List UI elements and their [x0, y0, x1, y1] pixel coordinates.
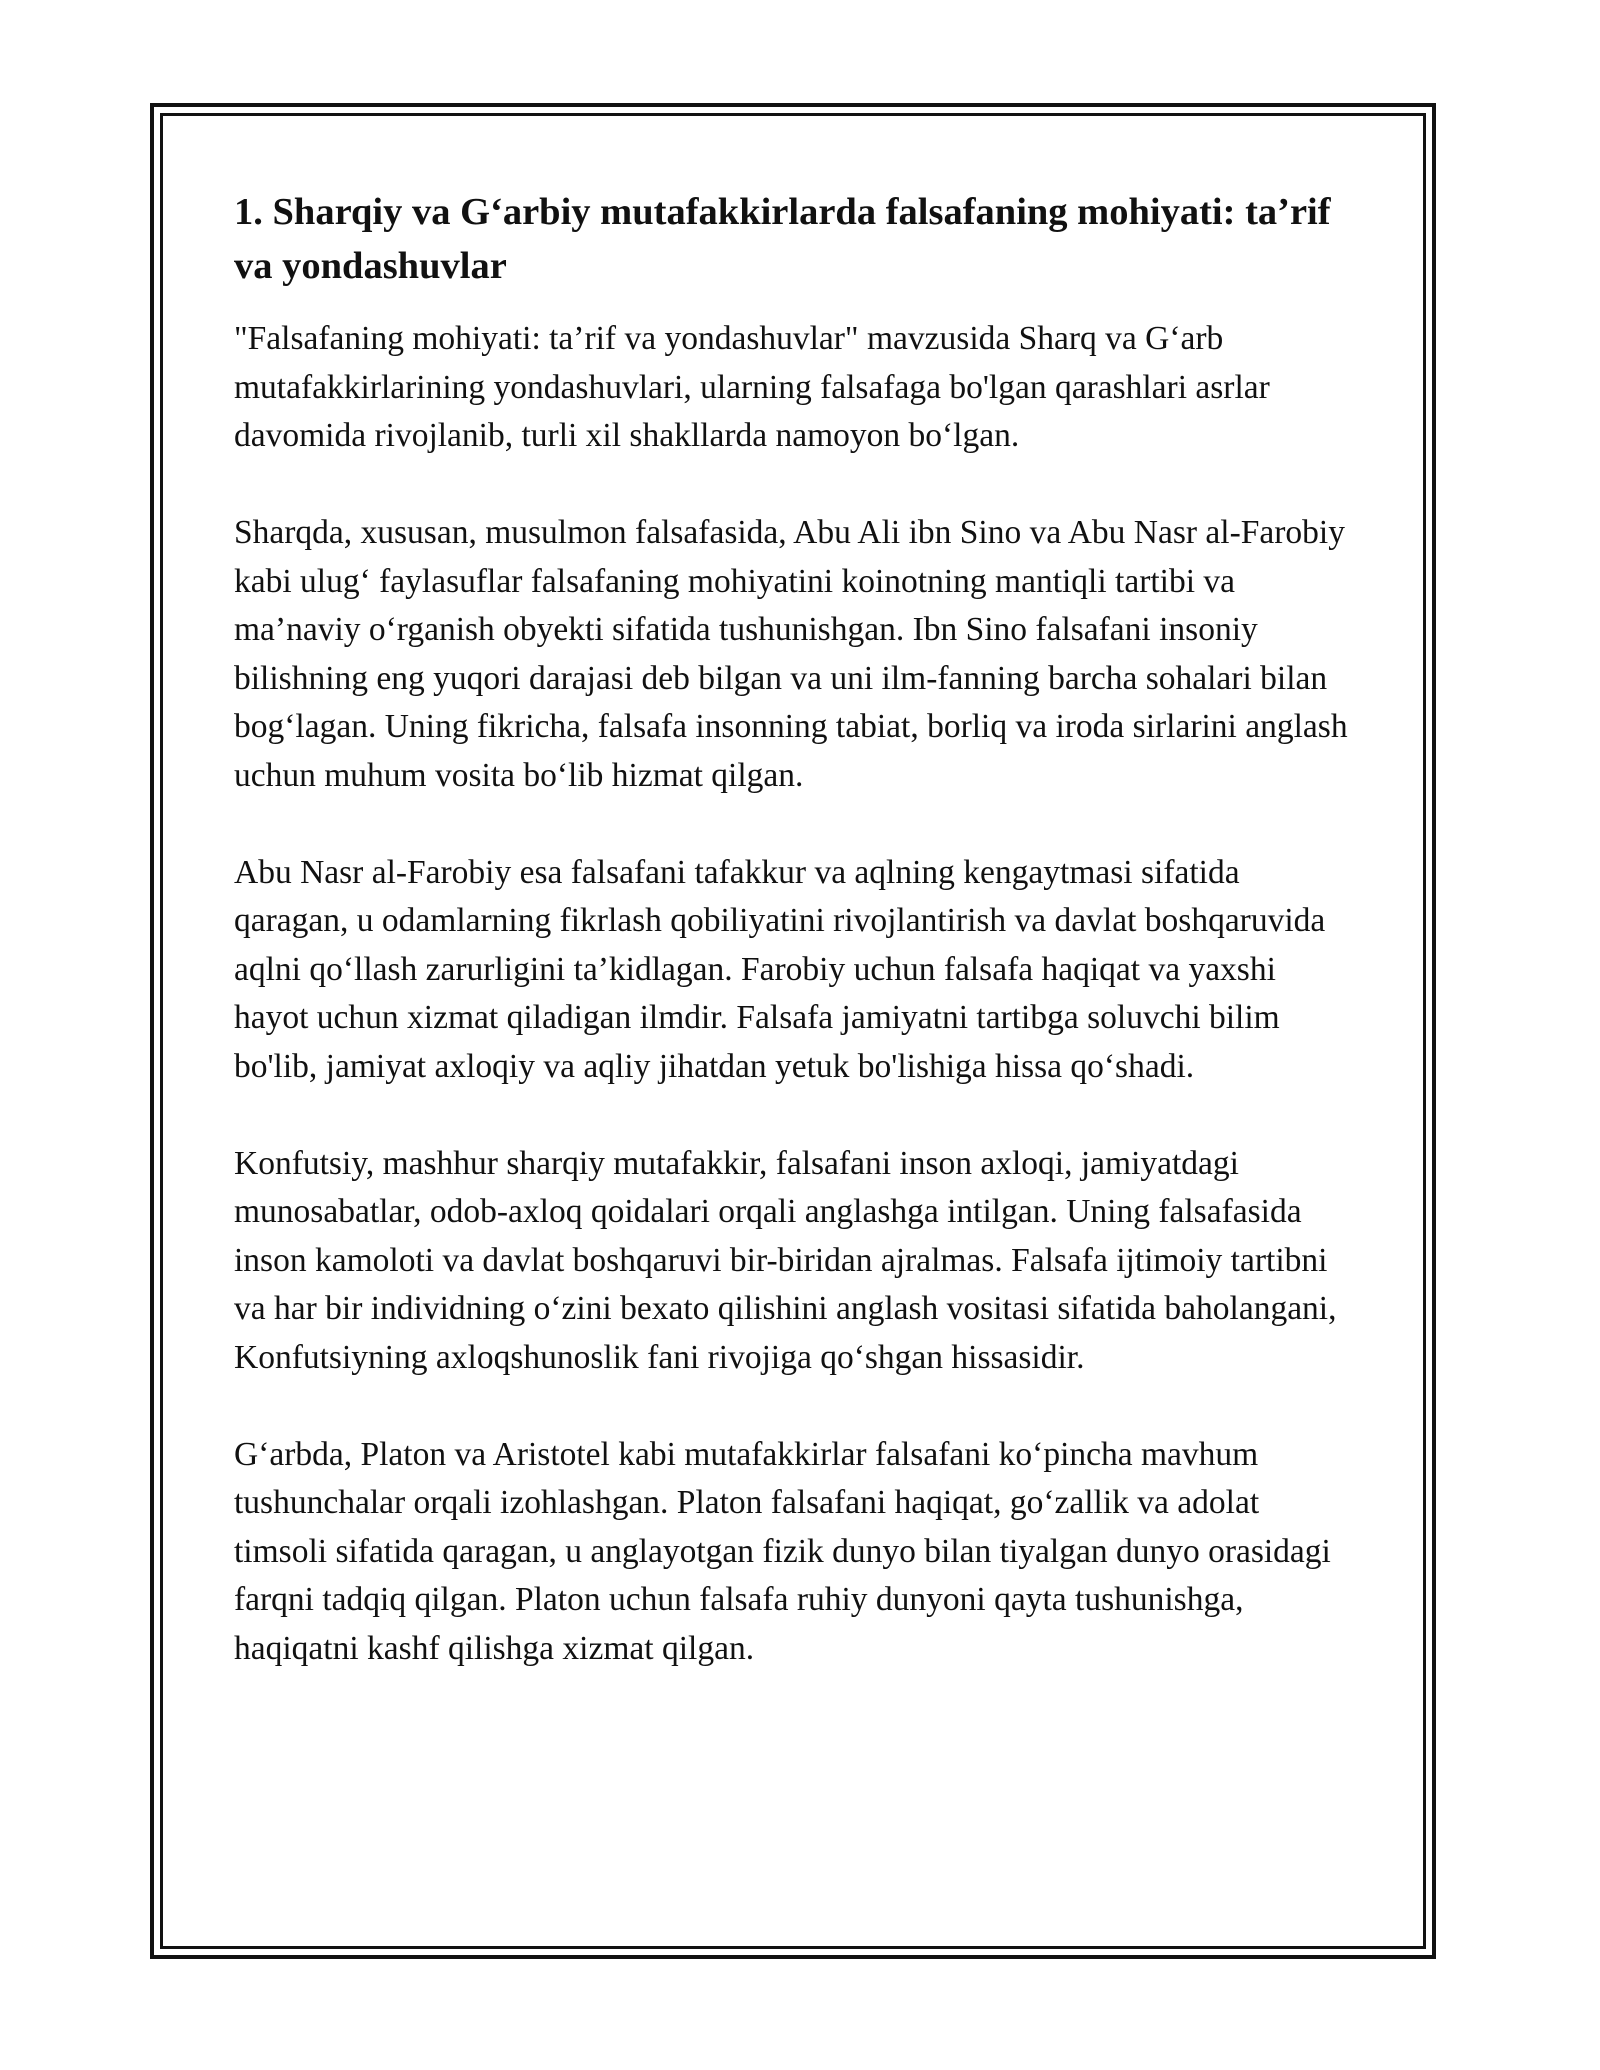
paragraph-ibn-sino: Sharqda, xususan, musulmon falsafasida, Abu Ali ibn Sino va Abu Nasr al-Farobiy kabi ulug‘ faylasuflar falsafaning mohiyatini koinotning mantiqli tartibi va ma’naviy o‘rganish obyekti sifatida tushunishgan. Ibn Sino falsafani insoniy bilishning eng yuqori darajasi deb bilgan va uni ilm-fanning barcha sohalari bilan bog‘lagan. Uning fikricha, falsafa insonning tabiat, borliq va iroda sirlarini anglash uchun muhum vosita bo‘lib hizmat qilgan.: [234, 514, 1348, 794]
paragraph-platon: G‘arbda, Platon va Aristotel kabi mutafakkirlar falsafani ko‘pincha mavhum tushunchalar orqali izohlashgan. Platon falsafani haqiqat, go‘zallik va adolat timsoli sifatida qaragan, u anglayotgan fizik dunyo bilan tiyalgan dunyo orasidagi farqni tadqiq qilgan. Platon uchun falsafa ruhiy dunyoni qayta tushunishga, haqiqatni kashf qilishga xizmat qilgan.: [234, 1435, 1331, 1667]
section-heading: 1. Sharqiy va G‘arbiy mutafakkirlarda falsafaning mohiyati: ta’rif va yondashuvlar: [234, 191, 1331, 287]
paragraph-intro: "Falsafaning mohiyati: ta’rif va yondashuvlar" mavzusida Sharq va G‘arb mutafakkirlarining yondashuvlari, ularning falsafaga bo'lgan qarashlari asrlar davomida rivojlanib, turli xil shakllarda namoyon bo‘lgan.: [234, 320, 1270, 454]
paragraph-farobiy: Abu Nasr al-Farobiy esa falsafani tafakkur va aqlning kengaytmasi sifatida qaragan, u odamlarning fikrlash qobiliyatini rivojlantirish va davlat boshqaruvida aqlni qo‘llash zarurligini ta’kidlagan. Farobiy uchun falsafa haqiqat va yaxshi hayot uchun xizmat qiladigan ilmdir. Falsafa jamiyatni tartibga soluvchi bilim bo'lib, jamiyat axloqiy va aqliy jihatdan yetuk bo'lishiga hissa qo‘shadi.: [234, 853, 1326, 1085]
document-content: [234, 185, 1354, 1722]
paragraph-konfutsiy: Konfutsiy, mashhur sharqiy mutafakkir, falsafani inson axloqi, jamiyatdagi munosabatlar, odob-axloq qoidalari orqali anglashga intilgan. Uning falsafasida inson kamoloti va davlat boshqaruvi bir-biridan ajralmas. Falsafa ijtimoiy tartibni va har bir individning o‘zini bexato qilishini anglash vositasi sifatida baholangani, Konfutsiyning axloqshunoslik fani rivojiga qo‘shgan hissasidir.: [234, 1144, 1337, 1376]
